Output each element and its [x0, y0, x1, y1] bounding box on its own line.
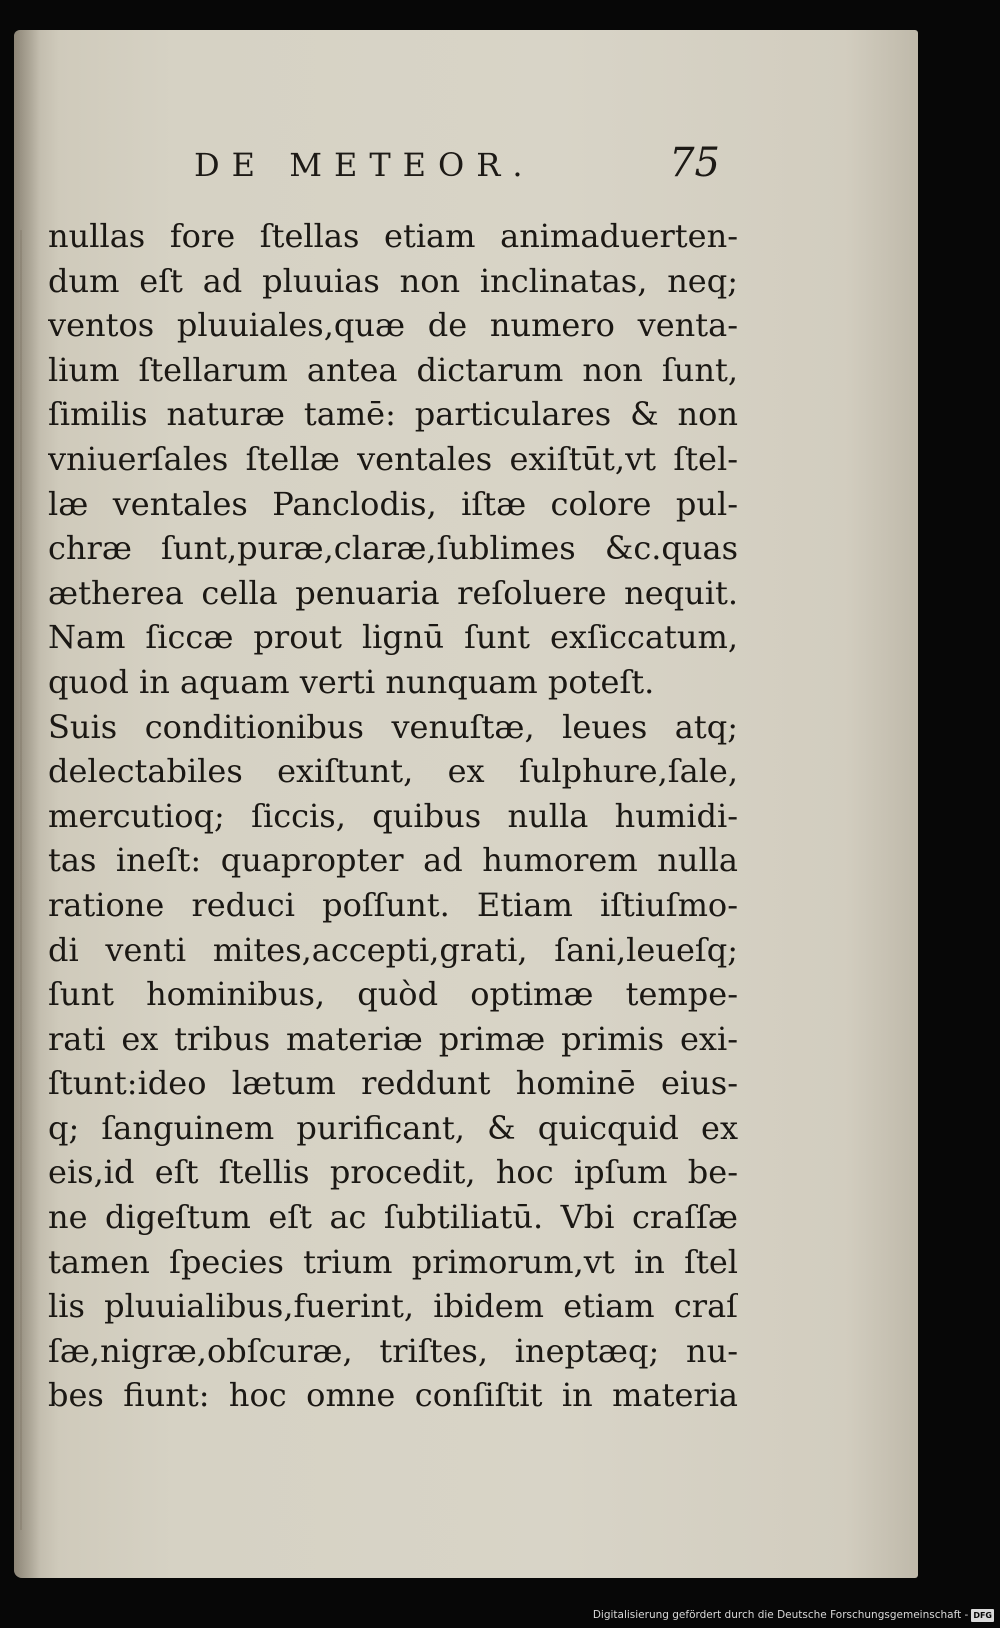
text-line: ſæ,nigræ,obſcuræ, triſtes, ineptæq; nu-	[48, 1331, 738, 1370]
text-line: di venti mites,accepti,grati, ſani,leueſq;	[48, 930, 738, 969]
dfg-logo: DFG	[973, 1610, 992, 1620]
text-line: Nam ſiccæ prout lignū ſunt exſiccatum,	[48, 618, 738, 657]
text-line: mercutioq; ſiccis, quibus nulla humidi-	[48, 796, 738, 835]
text-line: quod in aquam verti nunquam poteſt.	[48, 662, 655, 701]
text-line: tas ineſt: quapropter ad humorem nulla	[48, 841, 738, 880]
text-line: ne digeſtum eſt ac ſubtiliatū. Vbi craſſæ	[48, 1198, 738, 1237]
text-line: dum eſt ad pluuias non inclinatas, neq;	[48, 261, 738, 300]
text-line: ſunt hominibus, quòd optimæ tempe-	[48, 975, 738, 1014]
text-line: rati ex tribus materiæ primæ primis exi-	[48, 1019, 738, 1058]
text-line: ratione reduci poſſunt. Etiam iſtiuſmo-	[48, 885, 738, 924]
book-page	[14, 30, 918, 1578]
running-title: DE METEOR.	[194, 146, 535, 184]
digitization-credit	[593, 1606, 994, 1624]
body-text	[48, 214, 738, 1418]
text-line: Suis conditionibus venuſtæ, leues atq;	[48, 707, 738, 746]
text-line: delectabiles exiſtunt, ex ſulphure,ſale,	[48, 752, 738, 791]
text-line: eis,id eſt ſtellis procedit, hoc ipſum be-	[48, 1153, 738, 1192]
credit-text: Digitalisierung gefördert durch die Deutsche Forschungsgemeinschaft -	[592, 1609, 969, 1621]
text-line: vniuerſales ſtellæ ventales exiſtūt,vt ſtel-	[48, 439, 738, 478]
text-line: tamen ſpecies trium primorum,vt in ſtel	[48, 1242, 738, 1281]
text-line: ætherea cella penuaria reſoluere nequit.	[48, 573, 738, 612]
page-header	[194, 140, 720, 190]
text-line: læ ventales Panclodis, iſtæ colore pul-	[48, 484, 738, 523]
text-line: bes fiunt: hoc omne conſiſtit in materia	[48, 1376, 738, 1415]
text-line: ventos pluuiales,quæ de numero venta-	[48, 306, 738, 345]
text-line: lium ſtellarum antea dictarum non ſunt,	[48, 350, 738, 389]
text-line: lis pluuialibus,fuerint, ibidem etiam craſ	[48, 1287, 738, 1326]
text-line: ſtunt:ideo lætum reddunt hominē eius-	[48, 1064, 738, 1103]
page-number: 75	[669, 140, 720, 186]
text-line: nullas fore ſtellas etiam animaduerten-	[48, 217, 738, 255]
text-line: ſimilis naturæ tamē: particulares & non	[48, 395, 738, 434]
text-line: q; ſanguinem purificant, & quicquid ex	[48, 1108, 738, 1147]
text-line: chræ ſunt,puræ,claræ,ſublimes &c.quas	[48, 529, 738, 568]
